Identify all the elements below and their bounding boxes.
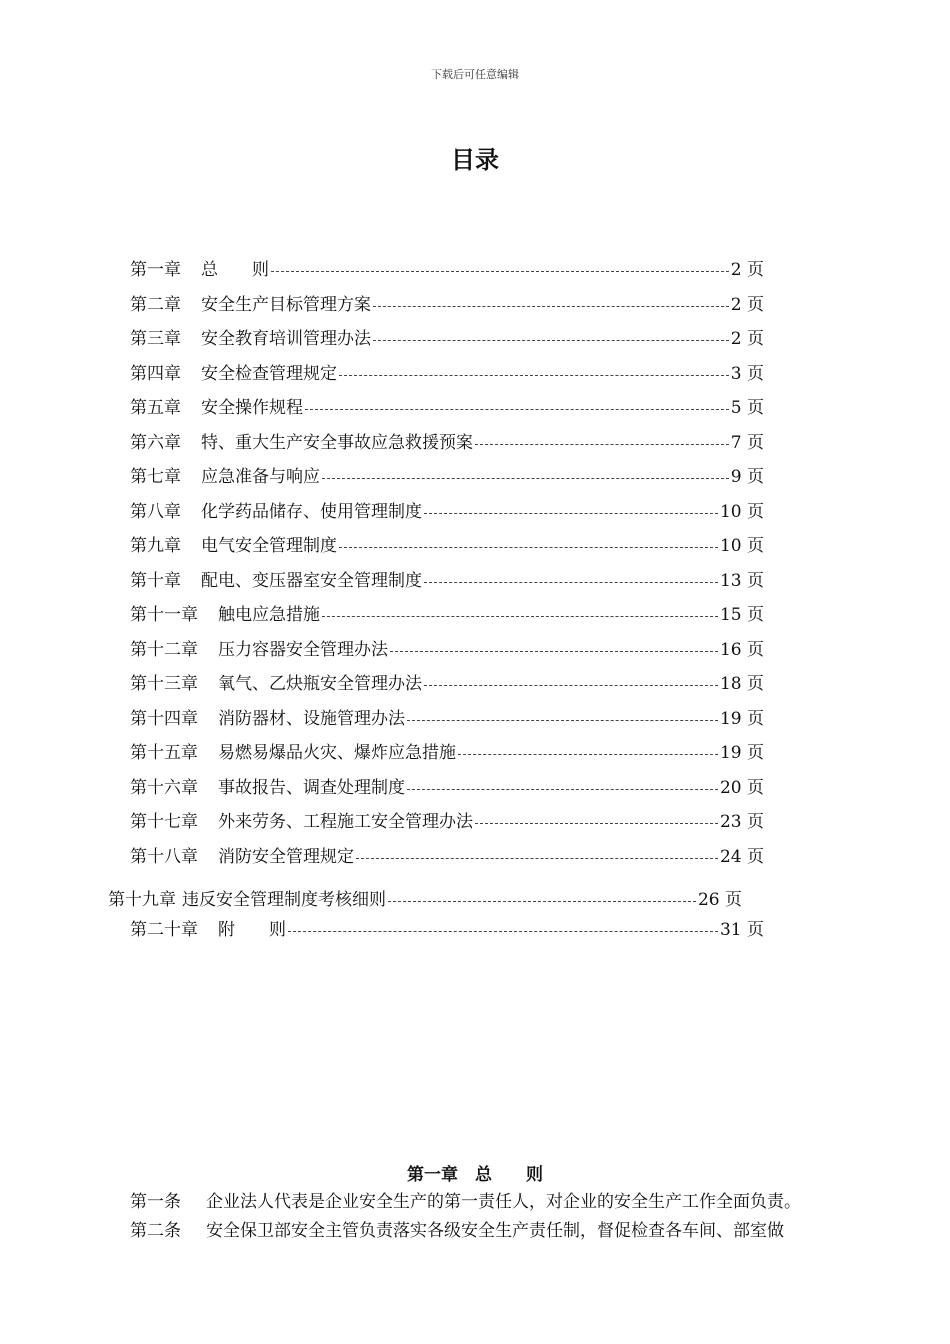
toc-chapter-name: 安全教育培训管理办法 [201,329,371,349]
toc-entry [130,569,764,593]
toc-entry [130,603,764,627]
toc-dash-leader [271,270,729,272]
toc-chapter-name: 特、重大生产安全事故应急救援预案 [201,433,473,453]
toc-chapter-name: 易燃易爆品火灾、爆炸应急措施 [218,743,456,763]
toc-dash-leader [373,305,729,307]
toc-chapter-name: 消防安全管理规定 [218,847,354,867]
toc-page-number: 10 页 [719,502,764,522]
toc-page-number: 5 页 [730,398,764,418]
article-text: 企业法人代表是企业安全生产的第一责任人，对企业的安全生产工作全面负责。 [206,1192,801,1212]
toc-chapter-number: 第一章 [130,260,181,280]
toc-page-number: 2 页 [730,329,764,349]
toc-chapter-number: 第十一章 [130,605,198,625]
page-title: 目录 [451,146,499,174]
toc-page-number: 19 页 [719,709,764,729]
toc-dash-leader [322,615,718,617]
toc-chapter-number: 第十章 [130,571,181,591]
toc-chapter-number: 第十二章 [130,640,198,660]
toc-entry [130,638,764,662]
toc-dash-leader [390,650,718,652]
toc-chapter-name: 外来劳务、工程施工安全管理办法 [218,812,473,832]
toc-chapter-number: 第六章 [130,433,181,453]
toc-entry [130,396,764,420]
toc-chapter-name: 消防器材、设施管理办法 [218,709,405,729]
toc-dash-leader [322,477,729,479]
article-text: 安全保卫部安全主管负责落实各级安全生产责任制，督促检查各车间、部室做 [206,1221,784,1241]
toc-chapter-number: 第八章 [130,502,181,522]
toc-chapter-name: 附 则 [218,920,286,940]
toc-dash-leader [388,900,696,902]
toc-chapter-name: 氧气、乙炔瓶安全管理办法 [218,674,422,694]
toc-entry [130,431,764,455]
toc-page-number: 15 页 [719,605,764,625]
toc-dash-leader [305,408,729,410]
toc-dash-leader [475,443,729,445]
page-header-note: 下载后可任意编辑 [431,68,519,81]
toc-chapter-number: 第七章 [130,467,181,487]
toc-page-number: 13 页 [719,571,764,591]
toc-page-number: 26 页 [697,890,742,910]
toc-chapter-number: 第十三章 [130,674,198,694]
toc-entry [130,918,764,942]
toc-entry [130,465,764,489]
toc-chapter-name: 安全操作规程 [201,398,303,418]
toc-entry [130,845,764,869]
toc-page-number: 16 页 [719,640,764,660]
toc-chapter-name: 化学药品储存、使用管理制度 [201,502,422,522]
toc-chapter-number: 第五章 [130,398,181,418]
toc-chapter-name: 违反安全管理制度考核细则 [182,890,386,910]
toc-chapter-name: 安全检查管理规定 [201,364,337,384]
toc-chapter-name: 压力容器安全管理办法 [218,640,388,660]
toc-chapter-number: 第九章 [130,536,181,556]
toc-chapter-number: 第十七章 [130,812,198,832]
toc-page-number: 19 页 [719,743,764,763]
toc-entry [130,741,764,765]
article-number: 第二条 [130,1221,181,1241]
toc-chapter-number: 第十四章 [130,709,198,729]
toc-page-number: 7 页 [730,433,764,453]
toc-chapter-number: 第十九章 [108,890,176,910]
article-1 [130,1190,890,1214]
toc-chapter-number: 第十六章 [130,778,198,798]
toc-page-number: 24 页 [719,847,764,867]
article-2 [130,1219,890,1243]
toc-page-number: 2 页 [730,295,764,315]
toc-entry [130,810,764,834]
toc-entry [130,327,764,351]
toc-page-number: 23 页 [719,812,764,832]
toc-dash-leader [339,374,729,376]
toc-chapter-number: 第二章 [130,295,181,315]
toc-dash-leader [475,822,718,824]
toc-chapter-number: 第二十章 [130,920,198,940]
toc-entry [130,707,764,731]
toc-page-number: 20 页 [719,778,764,798]
article-number: 第一条 [130,1192,181,1212]
toc-chapter-name: 配电、变压器室安全管理制度 [201,571,422,591]
toc-entry [130,258,764,282]
toc-dash-leader [356,857,718,859]
toc-page-number: 10 页 [719,536,764,556]
chapter-one-title: 第一章 总 则 [407,1165,543,1185]
toc-dash-leader [424,684,718,686]
toc-page-number: 18 页 [719,674,764,694]
toc-entry [130,500,764,524]
toc-dash-leader [407,719,718,721]
toc-chapter-name: 事故报告、调查处理制度 [218,778,405,798]
toc-page-number: 3 页 [730,364,764,384]
toc-entry [130,672,764,696]
toc-dash-leader [339,546,718,548]
toc-dash-leader [407,788,718,790]
toc-page-number: 2 页 [730,260,764,280]
toc-entry [108,888,742,912]
toc-dash-leader [373,339,729,341]
toc-dash-leader [458,753,718,755]
toc-chapter-name: 触电应急措施 [218,605,320,625]
toc-page-number: 31 页 [719,920,764,940]
toc-entry [130,534,764,558]
toc-chapter-name: 应急准备与响应 [201,467,320,487]
toc-chapter-number: 第四章 [130,364,181,384]
toc-entry [130,362,764,386]
toc-dash-leader [424,581,718,583]
toc-chapter-name: 安全生产目标管理方案 [201,295,371,315]
toc-chapter-number: 第十五章 [130,743,198,763]
toc-chapter-name: 电气安全管理制度 [201,536,337,556]
toc-entry [130,776,764,800]
toc-chapter-number: 第三章 [130,329,181,349]
toc-chapter-number: 第十八章 [130,847,198,867]
toc-dash-leader [424,512,718,514]
toc-entry [130,293,764,317]
toc-dash-leader [288,930,718,932]
toc-page-number: 9 页 [730,467,764,487]
toc-chapter-name: 总 则 [201,260,269,280]
